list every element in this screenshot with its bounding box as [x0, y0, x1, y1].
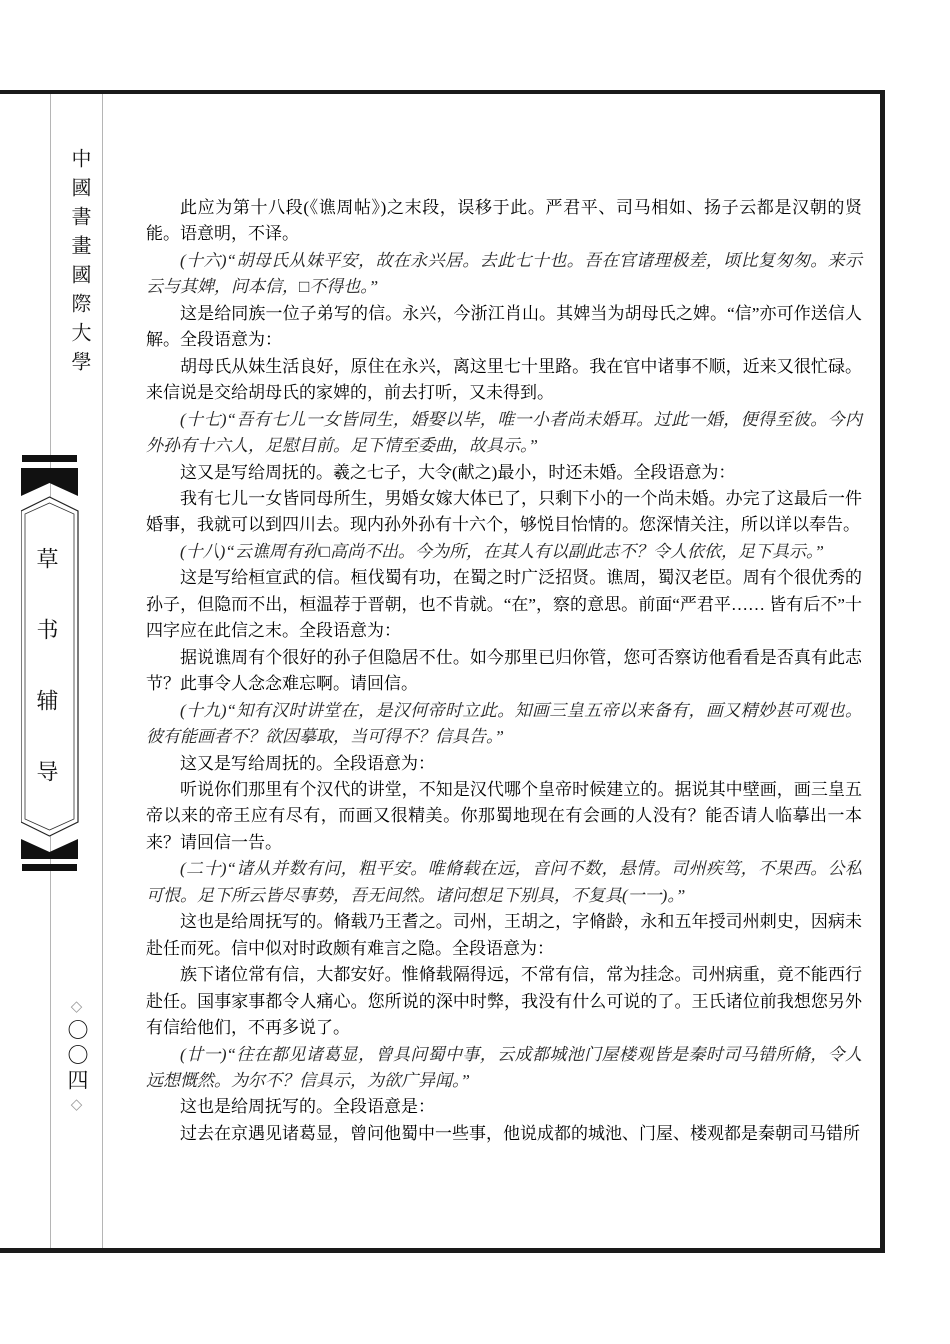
paragraph: (十六)“胡母氏从妹平安，故在永兴居。去此七十也。吾在官诸理极差，顷比复匆匆。来示云与其婢，问本信，□不得也。”: [146, 250, 862, 297]
emblem-bottom-bar: [22, 864, 77, 871]
paragraph: 此应为第十八段(《谯周帖》)之末段，误移于此。严君平、司马相如、扬子云都是汉朝的贤能。语意明，不译。: [146, 198, 862, 244]
diamond-icon: ◇: [70, 1097, 83, 1113]
paragraph: (十九)“知有汉时讲堂在，是汉何帝时立此。知画三皇五帝以来备有，画又精妙甚可观也。彼有能画者不？欲因摹取，当可得不？信具告。”: [146, 700, 862, 747]
paragraph: 我有七儿一女皆同母所生，男婚女嫁大体已了，只剩下小的一个尚未婚。办完了这最后一件婚事，我就可以到四川去。现内孙外孙有十六个，够悦目怡情的。您深情关注，所以详以奉告。: [146, 488, 862, 535]
page-number: 〇〇四: [65, 1019, 90, 1094]
paragraph: 这又是写给周抚的。全段语意为：: [180, 753, 435, 773]
paragraph: 这也是给周抚写的。全段语意是：: [180, 1097, 435, 1117]
series-title: 草书辅导: [34, 547, 59, 831]
folio: [50, 1000, 103, 1113]
paragraph: 胡母氏从妹生活良好，原住在永兴，离这里七十里路。我在官中诸事不顺，近来又很忙碌。来信说是交给胡母氏的家婢的，前去打听，又未得到。: [146, 356, 862, 403]
university-name: 中國書畫國際大學: [68, 148, 90, 380]
frame-bottom-border: [0, 1248, 885, 1253]
emblem-top-ribbon: [21, 468, 78, 496]
paragraph: 这是给同族一位子弟写的信。永兴，今浙江肖山。其婢当为胡母氏之婢。“信”亦可作送信人解。全段语意为：: [146, 303, 862, 350]
diamond-icon: ◇: [70, 999, 83, 1015]
paragraph: (二十)“诸从并数有问，粗平安。唯脩载在远，音问不数，悬情。司州疾笃，不果西。公私可恨。足下所云皆尽事势，吾无间然。诸问想足下别具，不复具(一一)。”: [146, 859, 862, 905]
main-text: [146, 195, 862, 1147]
paragraph: (十七)“吾有七儿一女皆同生，婚娶以毕，唯一小者尚未婚耳。过此一婚，便得至彼。今内外孙有十六人，足慰目前。足下情至委曲，故具示。”: [146, 409, 862, 456]
paragraph: 过去在京遇见诸葛显，曾问他蜀中一些事，他说成都的城池、门屋、楼观都是秦朝司马错所: [180, 1123, 860, 1143]
paragraph: 族下诸位常有信，大都安好。惟脩载隔得远，不常有信，常为挂念。司州病重，竟不能西行赴任。国事家事都令人痛心。您所说的深中时弊，我没有什么可说的了。王氏诸位前我想您另外有信给他们，不再多说了。: [146, 965, 862, 1038]
series-emblem: [21, 455, 79, 871]
paragraph: 这是写给桓宣武的信。桓伐蜀有功，在蜀之时广泛招贤。谯周，蜀汉老臣。周有个很优秀的孙子，但隐而不出，桓温荐于晋朝，也不肯就。“在”，察的意思。前面“严君平…… 皆有后不”十四字应在此信之末。全段语意为：: [146, 568, 862, 641]
emblem-top-bar: [22, 455, 77, 462]
frame-top-border: [0, 90, 885, 94]
paragraph: (十八)“云谯周有孙□高尚不出。今为所，在其人有以副此志不？令人依依，足下具示。”: [180, 541, 824, 561]
paragraph: 听说你们那里有个汉代的讲堂，不知是汉代哪个皇帝时候建立的。据说其中壁画，画三皇五帝以来的帝王应有尽有，而画又很精美。你那蜀地现在有会画的人没有？能否请人临摹出一本来？请回信一告。: [146, 779, 862, 852]
paragraph: 这又是写给周抚的。羲之七子，大令(献之)最小，时还未婚。全段语意为：: [180, 462, 736, 482]
paragraph: 这也是给周抚写的。脩载乃王耆之。司州，王胡之，字脩龄，永和五年授司州刺史，因病未赴任而死。信中似对时政颇有难言之隐。全段语意为：: [146, 912, 862, 958]
frame-right-border: [880, 90, 885, 1252]
paragraph: 据说谯周有个很好的孙子但隐居不仕。如今那里已归你管，您可否察访他看看是否真有此志节？此事令人念念难忘啊。请回信。: [146, 647, 862, 694]
paragraph: (廿一)“往在都见诸葛显，曾具问蜀中事，云成都城池门屋楼观皆是秦时司马错所脩，令人远想慨然。为尔不？信具示，为欲广异闻。”: [146, 1044, 862, 1090]
